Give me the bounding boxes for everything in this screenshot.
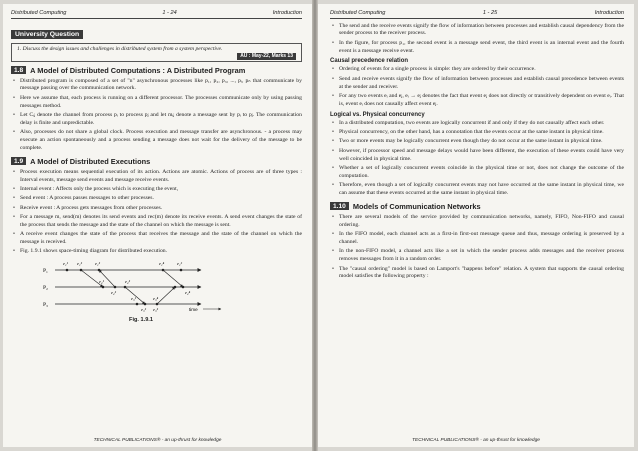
event-label: e₃²: [141, 307, 147, 313]
section-1-10-list: [330, 214, 624, 281]
logical-list: [330, 120, 624, 198]
section-1-8-heading: [11, 66, 302, 75]
section-1-10-heading: [330, 202, 624, 211]
logical-heading: Logical vs. Physical concurrency: [330, 111, 425, 118]
event-dot: [102, 286, 105, 289]
section-1-9-title: A Model of Distributed Executions: [30, 156, 151, 166]
event-dot: [136, 303, 139, 306]
list-item: • Internal event : Affects only the process which is executing the event,: [11, 186, 302, 194]
list-item: • Ordering of events for a single process is simple: they are ordered by their occurrence.: [330, 66, 624, 74]
section-1-9-number: 1.9: [11, 157, 26, 165]
list-item: • A receive event changes the state of the process that receives the message and the state of the channel on which the message is received.: [11, 231, 302, 247]
list-item: • In the non-FIFO model, a channel acts like a set in which the sender process adds messages and the receiver process removes messages from it in a random order.: [330, 248, 624, 264]
left-running-header: [11, 10, 302, 19]
event-label: e₃⁴: [153, 296, 159, 302]
time-label: time: [189, 307, 198, 313]
event-dot: [156, 303, 159, 306]
right-header-chapter: Introduction: [594, 10, 624, 16]
section-1-8-title: A Model of Distributed Computations : A Distributed Program: [30, 65, 246, 75]
event-dot: [182, 286, 185, 289]
event-label: e₁⁵: [177, 261, 183, 267]
event-label: e₂²: [111, 290, 117, 296]
left-header-book: Distributed Computing: [11, 10, 67, 16]
list-item: • Let Cᵢⱼ denote the channel from process pᵢ to process pⱼ and let mᵢⱼ denote a message sent by pᵢ to pⱼ. The communication delay is finite and unpredictable.: [11, 112, 302, 128]
event-dot: [162, 269, 165, 272]
event-label: e₁³: [95, 261, 101, 267]
list-item: • Send event : A process passes messages to other processes.: [11, 195, 302, 203]
process-label-p1: P₁: [43, 268, 48, 275]
list-item: • The send and the receive events signify the flow of information between processes and establish causal dependency from the sender process to the receiver process.: [330, 23, 624, 39]
event-label: e₂¹: [99, 279, 105, 285]
process-label-p2: P₂: [43, 285, 48, 292]
causal-list: [330, 66, 624, 108]
list-item: • Receive event : A process gets messages from other processes.: [11, 205, 302, 213]
list-item: • For a message m, send(m) denotes its send events and rec(m) denote its receive events. A send event changes the state of the process that sends the message and the state of the channel on which the message is sent.: [11, 214, 302, 230]
right-header-page: 1 - 25: [482, 10, 498, 16]
message-arrow: [163, 270, 183, 287]
section-1-10-number: 1.10: [330, 202, 349, 210]
section-1-9-heading: [11, 157, 302, 166]
list-item: • There are several models of the service provided by communication networks, namely, FIFO, Non-FIFO and causal ordering.: [330, 214, 624, 230]
left-footer: TECHNICAL PUBLICATIONS® - an up-thrust for knowledge: [93, 438, 222, 443]
list-item: • Also, processes do not share a global clock. Process execution and message transfer are asynchronous. - a process may execute an action spontaneously and a process sending a message does not wait for the delivery of the message to be complete.: [11, 129, 302, 153]
section-1-10-title: Models of Communication Networks: [352, 201, 481, 211]
list-item: • In the FIFO model, each channel acts as a first-in first-out message queue and thus, message ordering is preserved by a channel.: [330, 231, 624, 247]
list-item: • In a distributed computation, two events are logically concurrent if and only if they do not causally affect each other.: [330, 120, 624, 128]
event-dot: [180, 269, 183, 272]
right-header-book: Distributed Computing: [330, 10, 386, 16]
event-label: e₁¹: [63, 261, 69, 267]
event-label: e₂⁴: [185, 290, 191, 296]
question-box: [11, 43, 302, 62]
list-item: • In the figure, for process p₁, the second event is a message send event, the third event is an internal event and the fourth event is a message receive event.: [330, 40, 624, 56]
event-dot: [80, 269, 83, 272]
section-1-8-list: [11, 78, 302, 153]
event-dot: [174, 286, 177, 289]
event-label: e₂³: [125, 279, 131, 285]
university-question-label: University Question: [11, 30, 83, 39]
event-label: e₃³: [153, 307, 159, 313]
event-label: e₁⁴: [159, 261, 165, 267]
question-tag: AU : May-22, Marks 13: [237, 53, 296, 60]
event-dot: [114, 286, 117, 289]
list-item: • The "causal ordering" model is based on Lamport's "happens before" relation. A system that supports the causal ordering model satisfies the following property :: [330, 266, 624, 282]
event-label: e₁²: [77, 261, 83, 267]
event-dot: [144, 303, 147, 306]
section-1-9-list: [11, 169, 302, 257]
event-dot: [98, 269, 101, 272]
event-dot: [124, 286, 127, 289]
list-item: • For any two events eᵢ and eⱼ, eᵢ → eⱼ denotes the fact that event eⱼ does not directly or transitively dependent on event eᵢ. That is, event eᵢ does not causally affect event eⱼ.: [330, 93, 624, 109]
list-item: • However, if processor speed and message delays would have been different, the execution of these events could have very well coincided in physical time.: [330, 148, 624, 164]
list-item: • Whether a set of logically concurrent events coincide in the physical time or not, does not change the outcome of the computation.: [330, 165, 624, 181]
list-item: • Send and receive events signify the flow of information between processes and establish causal precedence between events at the sender and receiver.: [330, 76, 624, 92]
message-arrow: [157, 287, 175, 304]
section-1-8-number: 1.8: [11, 66, 26, 74]
right-page: [318, 4, 634, 447]
question-text: 1. Discuss the design issues and challenges in distributed system from a system perspective.: [17, 45, 223, 52]
list-item: • Two or more events may be logically concurrent even though they do not occur at the same instant in physical time.: [330, 138, 624, 146]
figure-caption: Fig. 1.9.1: [129, 317, 153, 324]
space-time-diagram: [41, 258, 241, 323]
process-label-p3: P₃: [43, 302, 48, 309]
list-item: • Here we assume that, each process is running on a different processor. The processes communicate only by using passing messages method.: [11, 95, 302, 111]
left-page: [3, 4, 312, 447]
event-dot: [66, 269, 69, 272]
list-item: • Distributed program is composed of a set of "n" asynchronous processes like p₁, p₂, p₃, ..., pᵢ, pₙ that communicate by message passing over the communication network.: [11, 78, 302, 94]
list-item: • Fig. 1.9.1 shows space-timing diagram for distributed execution.: [11, 248, 302, 256]
causal-heading: Causal precedence relation: [330, 58, 409, 65]
list-item: • Physical concurrency, on the other hand, has a connotation that the events occur at the same instant in physical time.: [330, 129, 624, 137]
list-item: • Therefore, even though a set of logically concurrent events may not have occurred at the same instant in physical time, we can assume that these events occurred at the same instant in physical time.: [330, 182, 624, 198]
right-running-header: [330, 10, 624, 19]
right-top-list: [330, 23, 624, 56]
left-header-chapter: Introduction: [272, 10, 302, 16]
left-header-page: 1 - 24: [162, 10, 177, 16]
list-item: • Process execution means sequential execution of its action. Actions are atomic. Actions of process are of three types : Interval events, message send events and message receive events.: [11, 169, 302, 185]
right-footer: TECHNICAL PUBLICATIONS® - an up-thrust for knowledge: [412, 438, 540, 443]
event-label: e₃¹: [131, 296, 137, 302]
